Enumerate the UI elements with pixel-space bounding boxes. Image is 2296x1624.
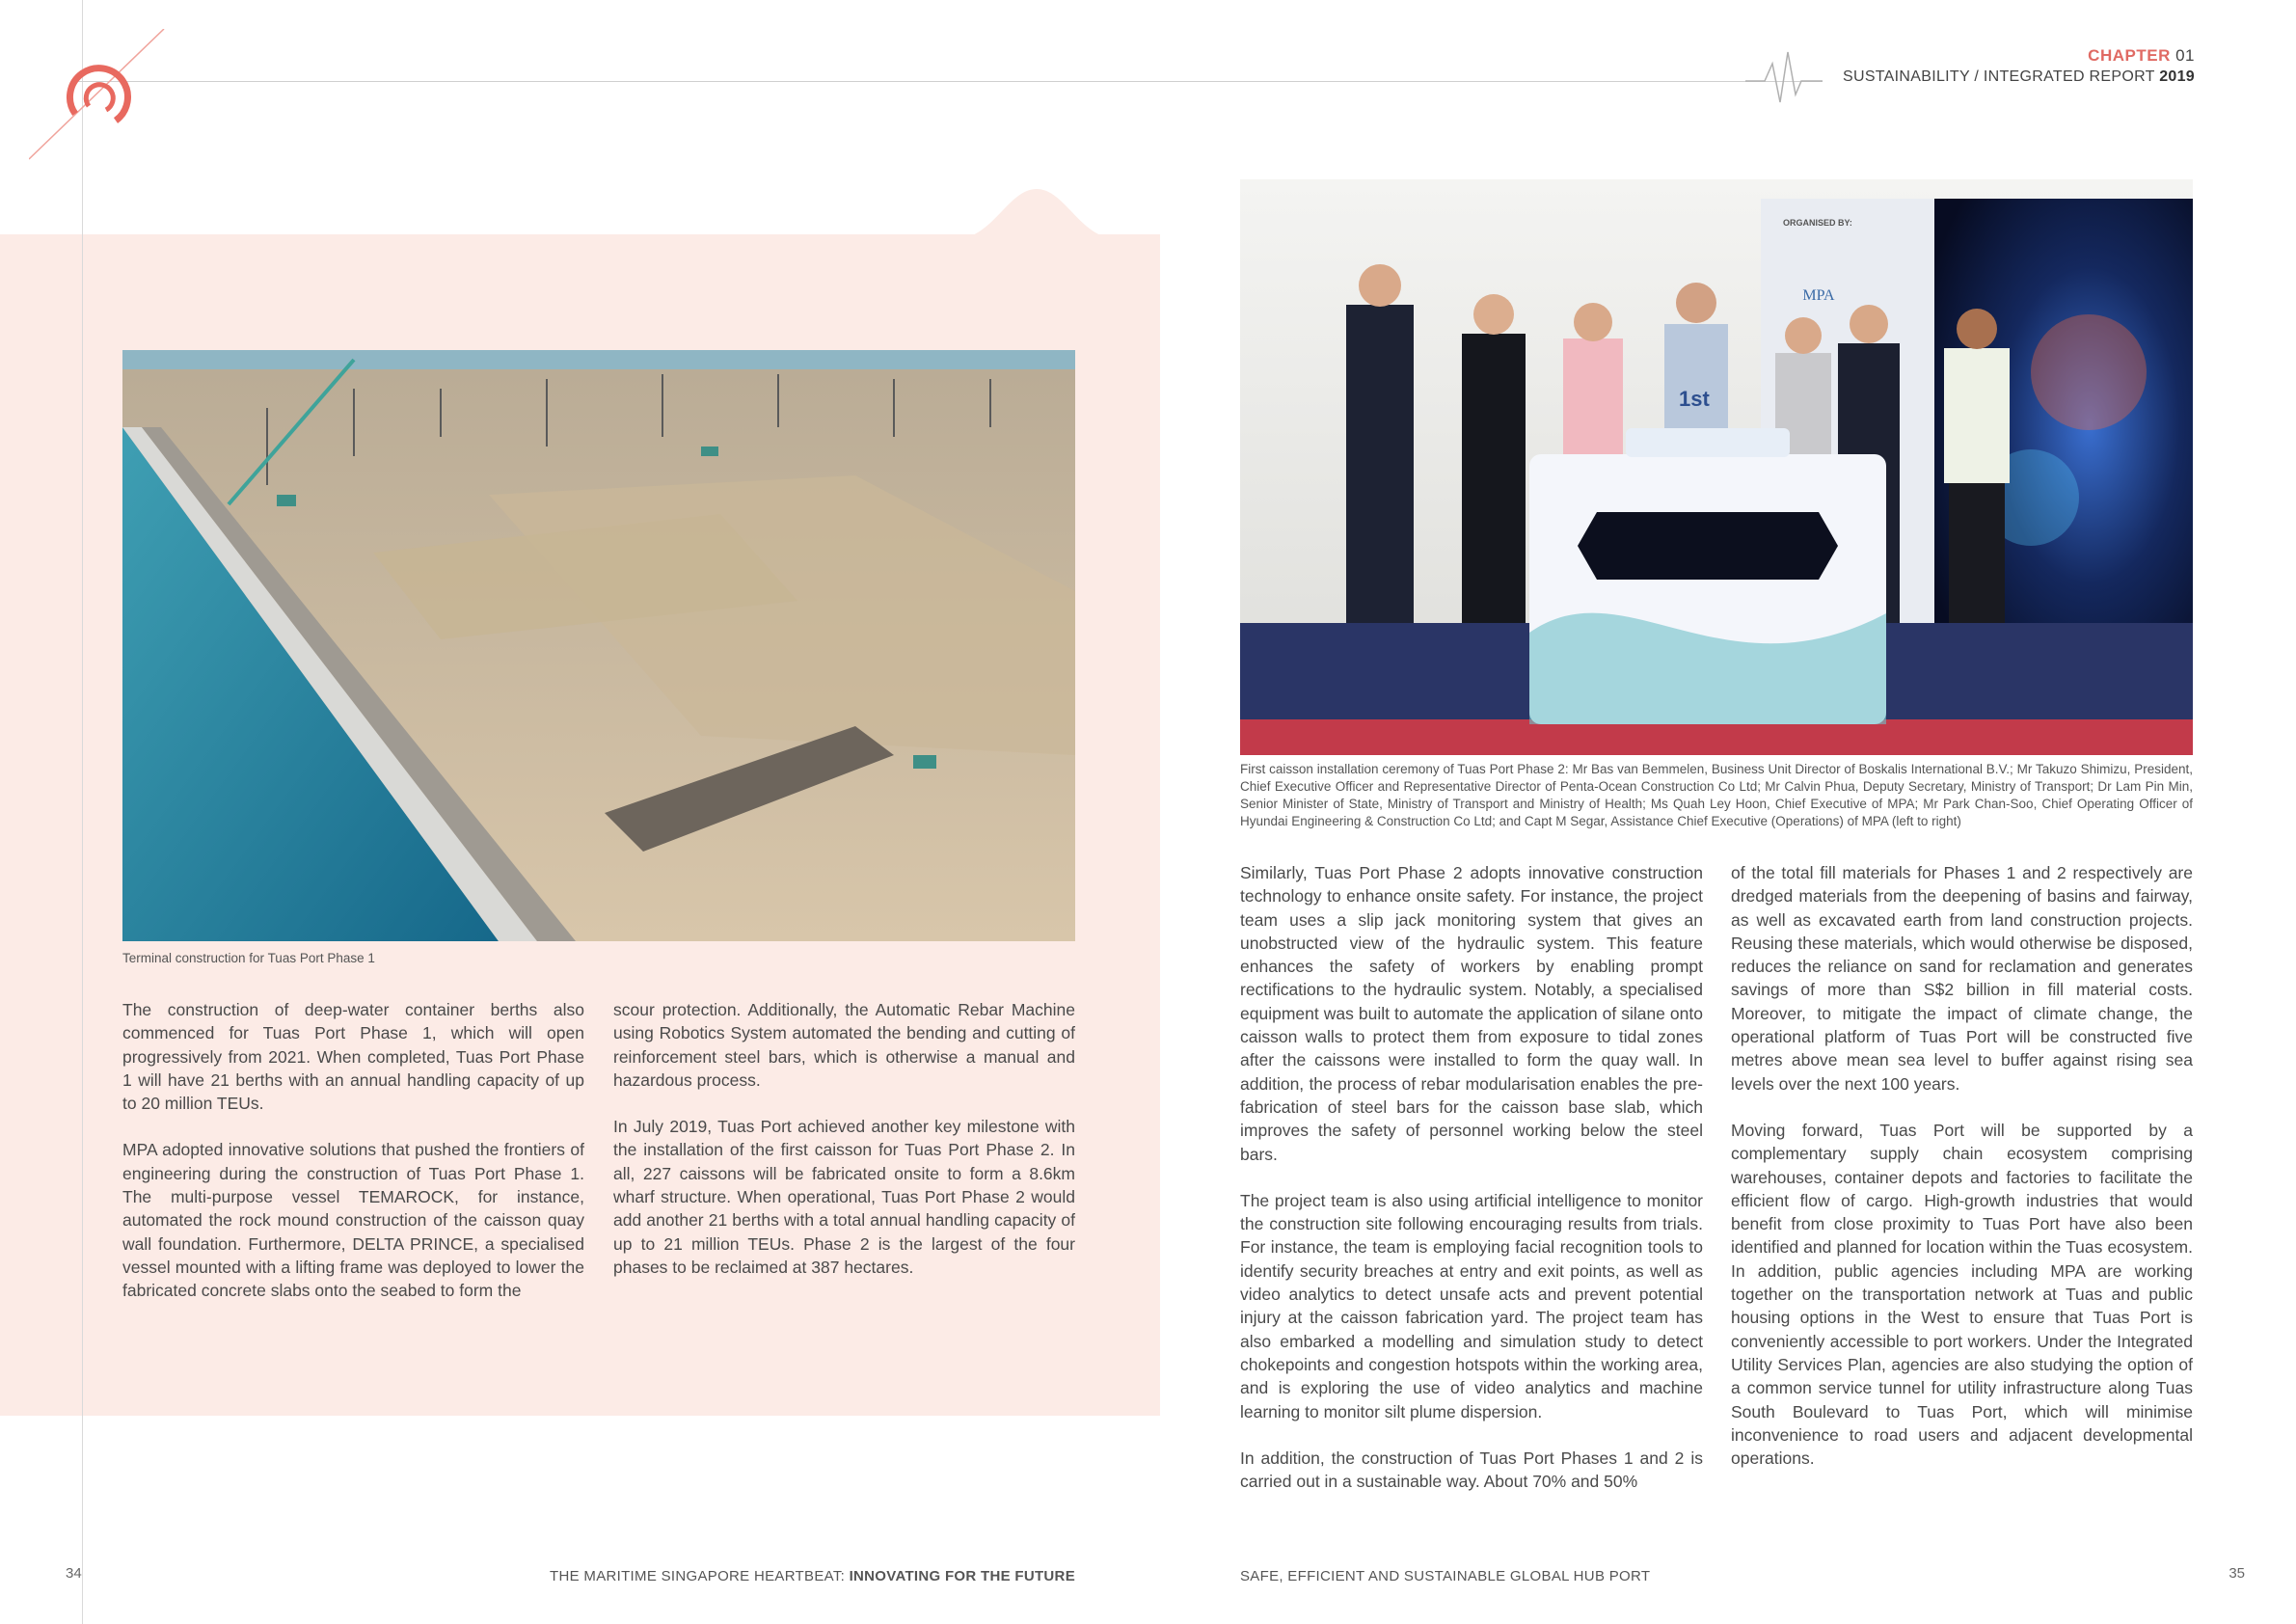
paragraph: of the total fill materials for Phases 1 and 2 respectively are dredged materials from the deepening of basins and fairway, as well as excavated earth from land construction projects. Reusing these materials, which would otherwise be disposed, reduces the reliance on sand for reclamation and generates savings of more than S$2 billion in fill material costs. Moreover, to mitigate the impact of climate change, the operational platform of Tuas Port will be constructed five metres above mean sea level to buffer against rising sea levels over the next 100 years. <box>1731 863 2193 1094</box>
paragraph: The project team is also using artificial intelligence to monitor the construction site following encouraging results from trials. For instance, the team is employing facial recognition tools to identify security breaches at entry and exit points, as well as video analytics to detect unsafe acts and prevent potential injury at the caisson fabrication yard. The project team has also embarked a modelling and simulation study to detect chokepoints and congestion hotspots within the working area, and is exploring the use of video analytics and machine learning to monitor silt plume dispersion. <box>1240 1190 1703 1421</box>
left-page-column-1 <box>122 998 584 1326</box>
heartbeat-icon <box>1745 44 1823 112</box>
construction-site-photo <box>122 350 1075 941</box>
right-page-number: 35 <box>2228 1565 2245 1582</box>
report-title <box>1843 68 2195 86</box>
paragraph: MPA adopted innovative solutions that pushed the frontiers of engineering during the construction of Tuas Port Phase 1. The multi-purpose vessel TEMAROCK, for instance, automated the rock mound construction of the caisson quay wall foundation. Furthermore, DELTA PRINCE, a specialised vessel mounted with a lifting frame was deployed to lower the fabricated concrete slabs onto the seabed to form the <box>122 1140 584 1301</box>
paragraph: Moving forward, Tuas Port will be supported by a complementary supply chain ecosystem comprising warehouses, container depots and factories to facilitate the efficient flow of cargo. High-growth industries that would benefit from close proximity to Tuas Port have also been identified and planned for location within the Tuas ecosystem. In addition, public agencies including MPA are working together on the transportation network at Tuas and public housing options in the West to ensure that Tuas Port is conveniently accessible to port workers. Under the Integrated Utility Services Plan, agencies are also studying the option of a common service tunnel for utility infrastructure along Tuas South Boulevard to Tuas Port, which will minimise inconvenience to road users and adjacent developmental operations. <box>1731 1120 2193 1469</box>
report-title-prefix: SUSTAINABILITY / INTEGRATED REPORT <box>1843 68 2155 85</box>
chapter-logo-icon <box>29 29 183 174</box>
right-page-column-1 <box>1240 861 1703 1516</box>
ceremony-photo <box>1240 179 2193 755</box>
paragraph: Similarly, Tuas Port Phase 2 adopts innovative construction technology to enhance onsite safety. For instance, the project team uses a slip jack monitoring system that gives an unobstructed view of the hydraulic system. This feature enhances the safety of workers by enabling prompt rectifications to the hydraulic system. Notably, a specialised equipment was built to automate the application of silane onto caisson walls to protect them from exposure to tidal zones after the caissons were installed to form the quay wall. In addition, the process of rebar modularisation enables the pre-fabrication of steel bars for the caisson base slab, which improves the safety of personnel working below the steel bars. <box>1240 863 1703 1164</box>
report-year: 2019 <box>2159 68 2195 85</box>
paragraph: In addition, the construction of Tuas Port Phases 1 and 2 is carried out in a sustainable way. About 70% and 50% <box>1240 1448 1703 1492</box>
paragraph: scour protection. Additionally, the Automatic Rebar Machine using Robotics System automated the bending and cutting of reinforcement steel bars, which is otherwise a manual and hazardous process. <box>613 1000 1075 1090</box>
sign-logo: MPA <box>1802 287 1835 304</box>
panel-wave-decoration <box>955 189 1119 239</box>
sign-label: ORGANISED BY: <box>1783 218 1852 228</box>
paragraph: The construction of deep-water container berths also commenced for Tuas Port Phase 1, which will open progressively from 2021. When completed, Tuas Port Phase 1 will have 21 berths with an annual handling capacity of up to 20 million TEUs. <box>122 1000 584 1114</box>
left-footer <box>550 1568 1075 1584</box>
right-page-column-2 <box>1731 861 2193 1493</box>
header-rule <box>77 81 1823 82</box>
construction-photo-caption: Terminal construction for Tuas Port Phase 1 <box>122 951 375 965</box>
left-page-column-2 <box>613 998 1075 1302</box>
chapter-number: 01 <box>2175 46 2195 65</box>
page-margin-line <box>82 0 83 1624</box>
left-page-number: 34 <box>66 1565 82 1582</box>
paragraph: In July 2019, Tuas Port achieved another key milestone with the installation of the first caisson for Tuas Port Phase 2. In all, 227 caissons will be fabricated onsite to form a 8.6km wharf structure. When operational, Tuas Port Phase 2 would add another 21 berths with a total annual handling capacity of up to 21 million TEUs. Phase 2 is the largest of the four phases to be reclaimed at 387 hectares. <box>613 1117 1075 1277</box>
right-footer: SAFE, EFFICIENT AND SUSTAINABLE GLOBAL HUB PORT <box>1240 1568 1651 1584</box>
left-footer-bold: INNOVATING FOR THE FUTURE <box>849 1568 1075 1584</box>
ceremony-photo-caption: First caisson installation ceremony of Tuas Port Phase 2: Mr Bas van Bemmelen, Business Unit Director of Boskalis International B.V.; Mr Takuzo Shimizu, President, Chief Executive Officer and Representative Director of Penta-Ocean Construction Co Ltd; Mr Calvin Phua, Deputy Secretary, Ministry of Transport; Dr Lam Pin Min, Senior Minister of State, Ministry of Transport and Ministry of Health; Ms Quah Ley Hoon, Chief Executive of MPA; Mr Park Chan-Soo, Chief Operating Officer of Hyundai Engineering & Construction Co Ltd; and Capt M Segar, Assistance Chief Executive (Operations) of MPA (left to right) <box>1240 762 2193 828</box>
podium-text: 1st <box>1679 387 1710 411</box>
left-footer-prefix: THE MARITIME SINGAPORE HEARTBEAT: <box>550 1568 850 1584</box>
chapter-label <box>2088 46 2195 66</box>
chapter-word: CHAPTER <box>2088 46 2171 65</box>
